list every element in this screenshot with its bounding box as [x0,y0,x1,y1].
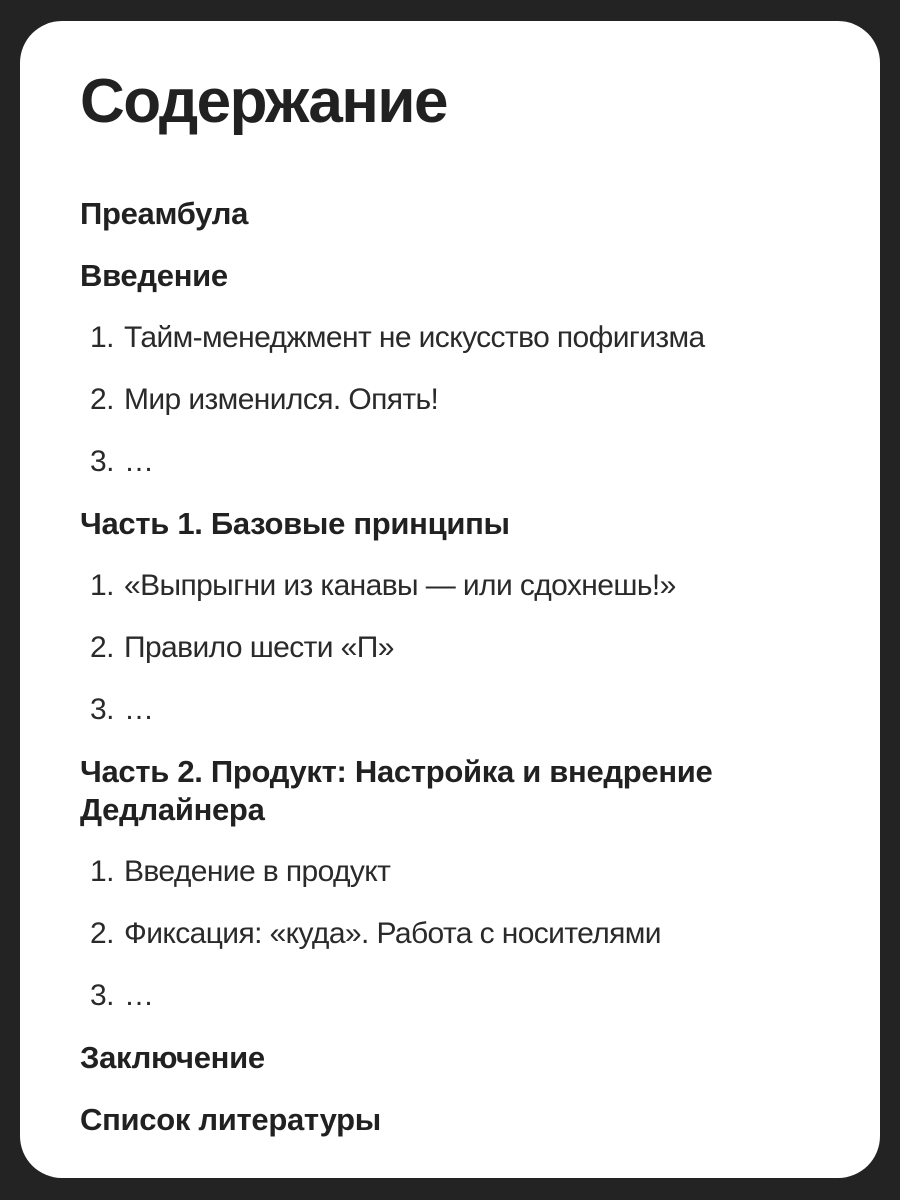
toc-item-label: … [124,693,154,726]
toc-header-introduction: Введение [80,258,228,293]
toc-item-number: 1. [90,569,114,602]
toc-item-label: «Выпрыгни из канавы — или сдохнешь!» [124,569,676,602]
toc-item [80,319,820,357]
toc-item-label: … [124,445,154,478]
toc-item-number: 1. [90,855,114,888]
toc-item [80,915,820,953]
toc-header-preamble: Преамбула [80,196,249,231]
toc-item-number: 3. [90,445,114,478]
toc-item-label: Тайм-менеджмент не искусство пофигизма [124,321,705,354]
toc-item [80,853,820,891]
toc-item-label: Правило шести «П» [124,631,394,664]
toc-item-number: 2. [90,917,114,950]
toc-item-label: Мир изменился. Опять! [124,383,439,416]
toc-item-label: Фиксация: «куда». Работа с носителями [124,917,661,950]
toc-header-part-1: Часть 1. Базовые принципы [80,506,510,541]
toc-item [80,381,820,419]
toc-item-label: … [124,979,154,1012]
toc-item [80,567,820,605]
toc-item-number: 2. [90,631,114,664]
toc-item [80,977,820,1015]
toc-header-conclusion: Заключение [80,1040,265,1075]
toc-item-label: Введение в продукт [124,855,391,888]
page-title: Содержание [80,67,447,136]
toc-header-bibliography: Список литературы [80,1102,381,1137]
toc-item-number: 1. [90,321,114,354]
toc-item-number: 3. [90,693,114,726]
toc-item [80,691,820,729]
toc-item-number: 2. [90,383,114,416]
contents-card [20,21,880,1178]
toc-header-part-2: Часть 2. Продукт: Настройка и внедрение Дедлайнера [80,754,713,827]
toc-item [80,443,820,481]
toc-item-number: 3. [90,979,114,1012]
toc-item [80,629,820,667]
